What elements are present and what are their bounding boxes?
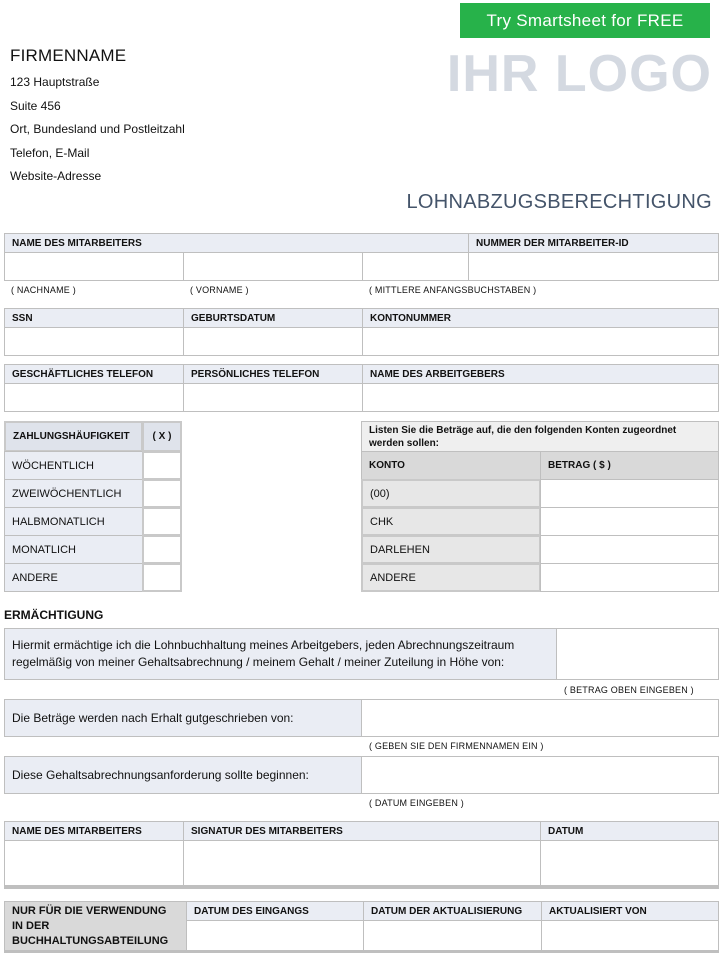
frequency-biweekly-checkbox[interactable] [142,479,182,508]
business-phone-field[interactable] [4,383,184,412]
authorization-amount-hint: ( BETRAG OBEN EINGEBEN ) [564,685,694,695]
frequency-other-label: ANDERE [4,563,143,592]
signature-field[interactable] [183,840,541,886]
authorization-text-start: Diese Gehaltsabrechnungsanforderung sollte beginnen: [4,756,362,794]
amount-field-chk[interactable] [540,507,719,536]
accounting-updated-by-header: AKTUALISIERT VON [541,901,719,921]
frequency-biweekly-label: ZWEIWÖCHENTLICH [4,479,143,508]
accounts-intro: Listen Sie die Beträge auf, die den folgenden Konten zugeordnet werden sollen: [361,421,719,452]
amount-field-loan[interactable] [540,535,719,564]
try-smartsheet-button[interactable]: Try Smartsheet for FREE [460,3,710,38]
signature-date-field[interactable] [540,840,719,886]
frequency-semimonthly-label: HALBMONATLICH [4,507,143,536]
employer-name-header: NAME DES ARBEITGEBERS [362,364,719,384]
company-suite: Suite 456 [10,98,61,113]
accounting-updated-field[interactable] [363,920,542,951]
signature-header: SIGNATUR DES MITARBEITERS [183,821,541,841]
logo-placeholder: IHR LOGO [446,45,712,103]
personal-phone-field[interactable] [183,383,363,412]
business-phone-header: GESCHÄFTLICHES TELEFON [4,364,184,384]
signature-divider [4,886,719,889]
ssn-header: SSN [4,308,184,328]
authorization-start-date-field[interactable] [361,756,719,794]
company-street: 123 Hauptstraße [10,75,100,89]
first-name-field[interactable] [183,252,363,281]
birthdate-field[interactable] [183,327,363,356]
employee-name-header: NAME DES MITARBEITERS [4,233,469,253]
amount-field-other[interactable] [540,563,719,592]
accounting-received-header: DATUM DES EINGANGS [186,901,364,921]
last-name-field[interactable] [4,252,184,281]
frequency-weekly-checkbox[interactable] [142,451,182,480]
account-row-loan: DARLEHEN [361,535,541,564]
account-column-header: KONTO [361,451,541,480]
accounting-divider [4,950,719,953]
amount-field-00[interactable] [540,479,719,508]
personal-phone-header: PERSÖNLICHES TELEFON [183,364,363,384]
frequency-semimonthly-checkbox[interactable] [142,507,182,536]
authorization-start-date-hint: ( DATUM EINGEBEN ) [369,798,464,808]
company-website: Website-Adresse [10,169,102,183]
authorization-company-field[interactable] [361,699,719,737]
first-name-caption: ( VORNAME ) [190,285,249,295]
accounting-received-field[interactable] [186,920,364,951]
middle-initials-field[interactable] [362,252,469,281]
authorization-amount-field[interactable] [556,628,719,680]
frequency-weekly-label: WÖCHENTLICH [4,451,143,480]
authorization-text-company: Die Beträge werden nach Erhalt gutgeschrieben von: [4,699,362,737]
accounting-updated-by-field[interactable] [541,920,719,951]
account-row-00: (00) [361,479,541,508]
frequency-mark-header: ( X ) [142,421,182,452]
amount-column-header: BETRAG ( $ ) [540,451,719,480]
account-row-chk: CHK [361,507,541,536]
authorization-company-hint: ( GEBEN SIE DEN FIRMENNAMEN EIN ) [369,741,544,751]
signature-date-header: DATUM [540,821,719,841]
account-number-field[interactable] [362,327,719,356]
accounting-updated-header: DATUM DER AKTUALISIERUNG [363,901,542,921]
company-city: Ort, Bundesland und Postleitzahl [10,122,185,136]
frequency-monthly-label: MONATLICH [4,535,143,564]
birthdate-header: GEBURTSDATUM [183,308,363,328]
last-name-caption: ( NACHNAME ) [11,285,76,295]
accounting-only-label: NUR FÜR DIE VERWENDUNG IN DER BUCHHALTUNGSABTEILUNG [4,901,187,951]
authorization-text-amount: Hiermit ermächtige ich die Lohnbuchhaltung meines Arbeitgebers, jeden Abrechnungszeitraum regelmäßig von meiner Gehaltsabrechnung / meinem Gehalt / meiner Zuteilung in Höhe von: [4,628,557,680]
employee-id-header: NUMMER DER MITARBEITER-ID [468,233,719,253]
middle-initials-caption: ( MITTLERE ANFANGSBUCHSTABEN ) [369,285,537,295]
frequency-monthly-checkbox[interactable] [142,535,182,564]
company-info [10,46,185,193]
frequency-other-checkbox[interactable] [142,563,182,592]
signature-name-header: NAME DES MITARBEITERS [4,821,184,841]
signature-name-field[interactable] [4,840,184,886]
frequency-header: ZAHLUNGSHÄUFIGKEIT [4,421,143,452]
page-title: LOHNABZUGSBERECHTIGUNG [406,191,712,213]
account-row-other: ANDERE [361,563,541,592]
authorization-title: ERMÄCHTIGUNG [4,608,104,622]
company-name: FIRMENNAME [10,46,127,65]
account-number-header: KONTONUMMER [362,308,719,328]
employer-name-field[interactable] [362,383,719,412]
ssn-field[interactable] [4,327,184,356]
employee-id-field[interactable] [468,252,719,281]
company-phone: Telefon, E-Mail [10,145,90,160]
